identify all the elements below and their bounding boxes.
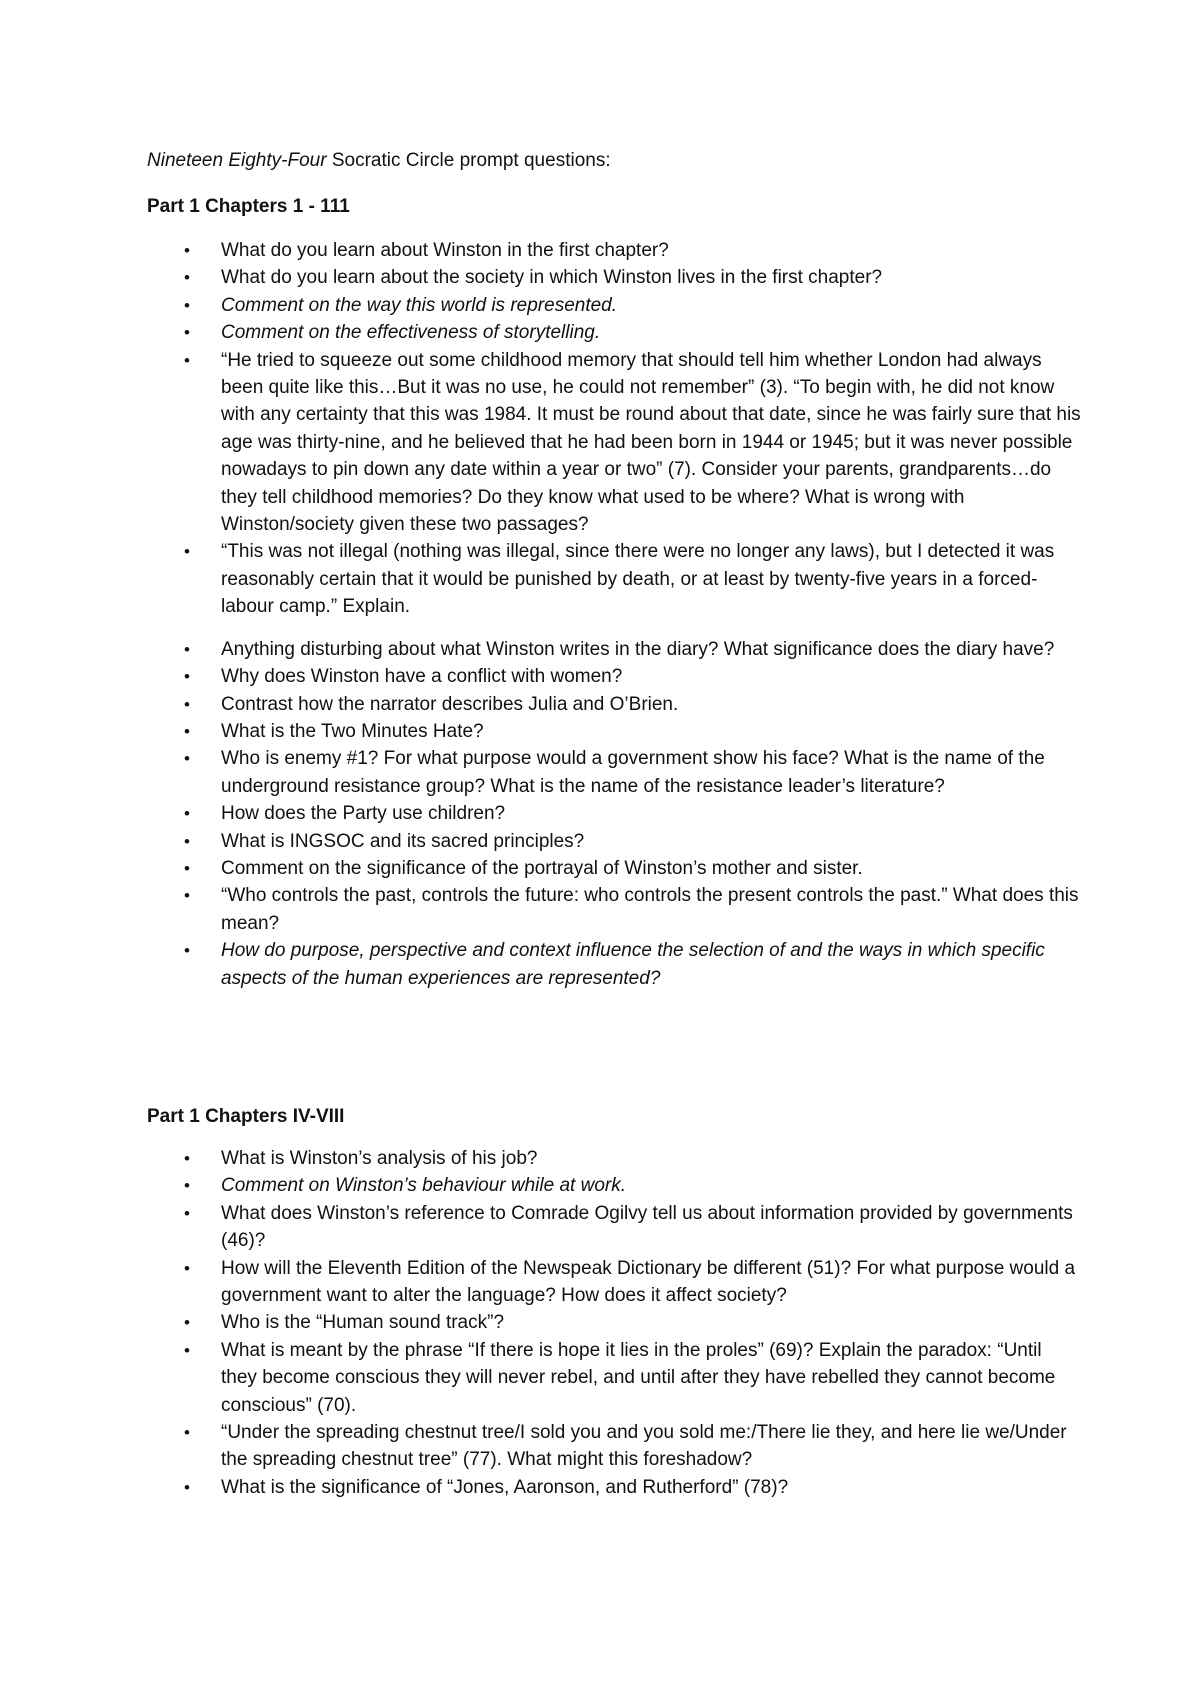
bullet-icon: •: [184, 667, 190, 687]
question-list-part1-ch4-8: [0, 1145, 1200, 1501]
bullet-icon: •: [184, 721, 190, 741]
question-text: Why does Winston have a conflict with women?: [221, 666, 623, 688]
list-item: [0, 237, 1081, 264]
list-item: [0, 1309, 1081, 1336]
question-text: How does the Party use children?: [221, 803, 506, 825]
question-text: What do you learn about the society in which Winston lives in the first chapter?: [221, 267, 883, 289]
bullet-icon: •: [184, 694, 190, 714]
bullet-icon: •: [184, 350, 190, 370]
question-list-part1-ch1-3: [0, 237, 1200, 992]
list-item: [0, 1172, 1081, 1199]
bullet-icon: •: [184, 542, 190, 562]
question-text: Comment on the way this world is represented.: [221, 294, 618, 316]
question-text: What is meant by the phrase “If there is hope it lies in the proles” (69)? Explain the paradox: “Until they become conscious they will never rebel, and until after they have rebelled they cannot become conscious” (70).: [221, 1339, 1056, 1416]
novel-title: Nineteen Eighty-Four: [147, 150, 327, 171]
bullet-icon: •: [184, 1477, 190, 1497]
list-item: [0, 882, 1081, 937]
list-item: [0, 663, 1081, 690]
question-text: Comment on the effectiveness of storytelling.: [221, 322, 601, 344]
list-item: [0, 292, 1081, 319]
list-item: [0, 1474, 1081, 1501]
list-item: [0, 1337, 1081, 1419]
section-heading-part1-ch1-3: Part 1 Chapters 1 - 111: [147, 196, 350, 217]
question-text: “This was not illegal (nothing was illegal, since there were no longer any laws), but I detected it was reasonably certain that it would be punished by death, or at least by twenty-five years in a forced-labour camp.” Explain.: [221, 541, 1055, 618]
bullet-icon: •: [184, 1176, 190, 1196]
list-item: [0, 855, 1081, 882]
list-item: [0, 828, 1081, 855]
list-item: [0, 264, 1081, 291]
question-text: What do you learn about Winston in the first chapter?: [221, 240, 669, 261]
bullet-icon: •: [184, 1423, 190, 1443]
bullet-icon: •: [184, 804, 190, 824]
bullet-icon: •: [184, 941, 190, 961]
list-item: [0, 1145, 1081, 1172]
bullet-icon: •: [184, 1313, 190, 1333]
list-item: [0, 800, 1081, 827]
question-text: What is Winston’s analysis of his job?: [221, 1148, 538, 1169]
bullet-icon: •: [184, 749, 190, 769]
bullet-icon: •: [184, 268, 190, 288]
list-item: [0, 691, 1081, 718]
list-item: [0, 319, 1081, 346]
bullet-icon: •: [184, 831, 190, 851]
bullet-icon: •: [184, 1258, 190, 1278]
title-suffix: Socratic Circle prompt questions:: [326, 150, 611, 171]
question-text: How will the Eleventh Edition of the Newspeak Dictionary be different (51)? For what purpose would a government want to alter the language? How does it affect society?: [221, 1257, 1076, 1307]
question-text: Contrast how the narrator describes Julia and O’Brien.: [221, 693, 679, 715]
list-item: [0, 347, 1081, 539]
bullet-icon: •: [184, 639, 190, 659]
list-item: [0, 1255, 1081, 1310]
question-text: “Under the spreading chestnut tree/I sold you and you sold me:/There lie they, and here lie we/Under the spreading chestnut tree” (77). What might this foreshadow?: [221, 1422, 1067, 1471]
list-item: [0, 636, 1081, 663]
question-text: What does Winston’s reference to Comrade Ogilvy tell us about information provided by governments (46)?: [221, 1202, 1073, 1252]
list-item: [0, 1200, 1081, 1255]
bullet-icon: •: [184, 323, 190, 343]
question-text: “He tried to squeeze out some childhood memory that should tell him whether London had always been quite like this…But it was no use, he could not remember” (3). “To begin with, he did not know with any certainty that this was 1984. It must be round about that date, since he was fairly sure that his age was thirty-nine, and he believed that he had been born in 1944 or 1945; but it was never possible nowadays to pin down any date within a year or two” (7). Consider your parents, grandparents…do they tell childhood memories? Do they know what used to be where? What is wrong with Winston/society given these two passages?: [221, 349, 1081, 536]
question-text: Who is the “Human sound track”?: [221, 1312, 505, 1334]
question-text: “Who controls the past, controls the future: who controls the present controls the past.” What does this mean?: [221, 885, 1079, 934]
list-spacer: [0, 621, 1200, 636]
list-item: [0, 718, 1081, 745]
question-text: What is the significance of “Jones, Aaronson, and Rutherford” (78)?: [221, 1476, 789, 1498]
question-text: Who is enemy #1? For what purpose would a government show his face? What is the name of the underground resistance group? What is the name of the resistance leader’s literature?: [221, 748, 1045, 797]
bullet-icon: •: [184, 858, 190, 878]
question-text: Anything disturbing about what Winston writes in the diary? What significance does the diary have?: [221, 638, 1055, 660]
list-item: [0, 745, 1081, 800]
bullet-icon: •: [184, 886, 190, 906]
section-heading-part1-ch4-8: Part 1 Chapters IV-VIII: [147, 1106, 345, 1127]
list-item: [0, 937, 1081, 992]
question-text: How do purpose, perspective and context influence the selection of and the ways in which specific aspects of the human experiences are represented?: [221, 940, 1045, 989]
question-text: What is the Two Minutes Hate?: [221, 720, 484, 742]
bullet-icon: •: [184, 1203, 190, 1223]
question-text: Comment on the significance of the portrayal of Winston’s mother and sister.: [221, 857, 863, 879]
list-item: [0, 538, 1081, 620]
bullet-icon: •: [184, 241, 190, 260]
document-title: [147, 150, 611, 172]
list-item: [0, 1419, 1081, 1474]
bullet-icon: •: [184, 1340, 190, 1360]
question-text: Comment on Winston’s behaviour while at work.: [221, 1175, 626, 1197]
question-text: What is INGSOC and its sacred principles?: [221, 830, 585, 852]
bullet-icon: •: [184, 295, 190, 315]
bullet-icon: •: [184, 1149, 190, 1168]
